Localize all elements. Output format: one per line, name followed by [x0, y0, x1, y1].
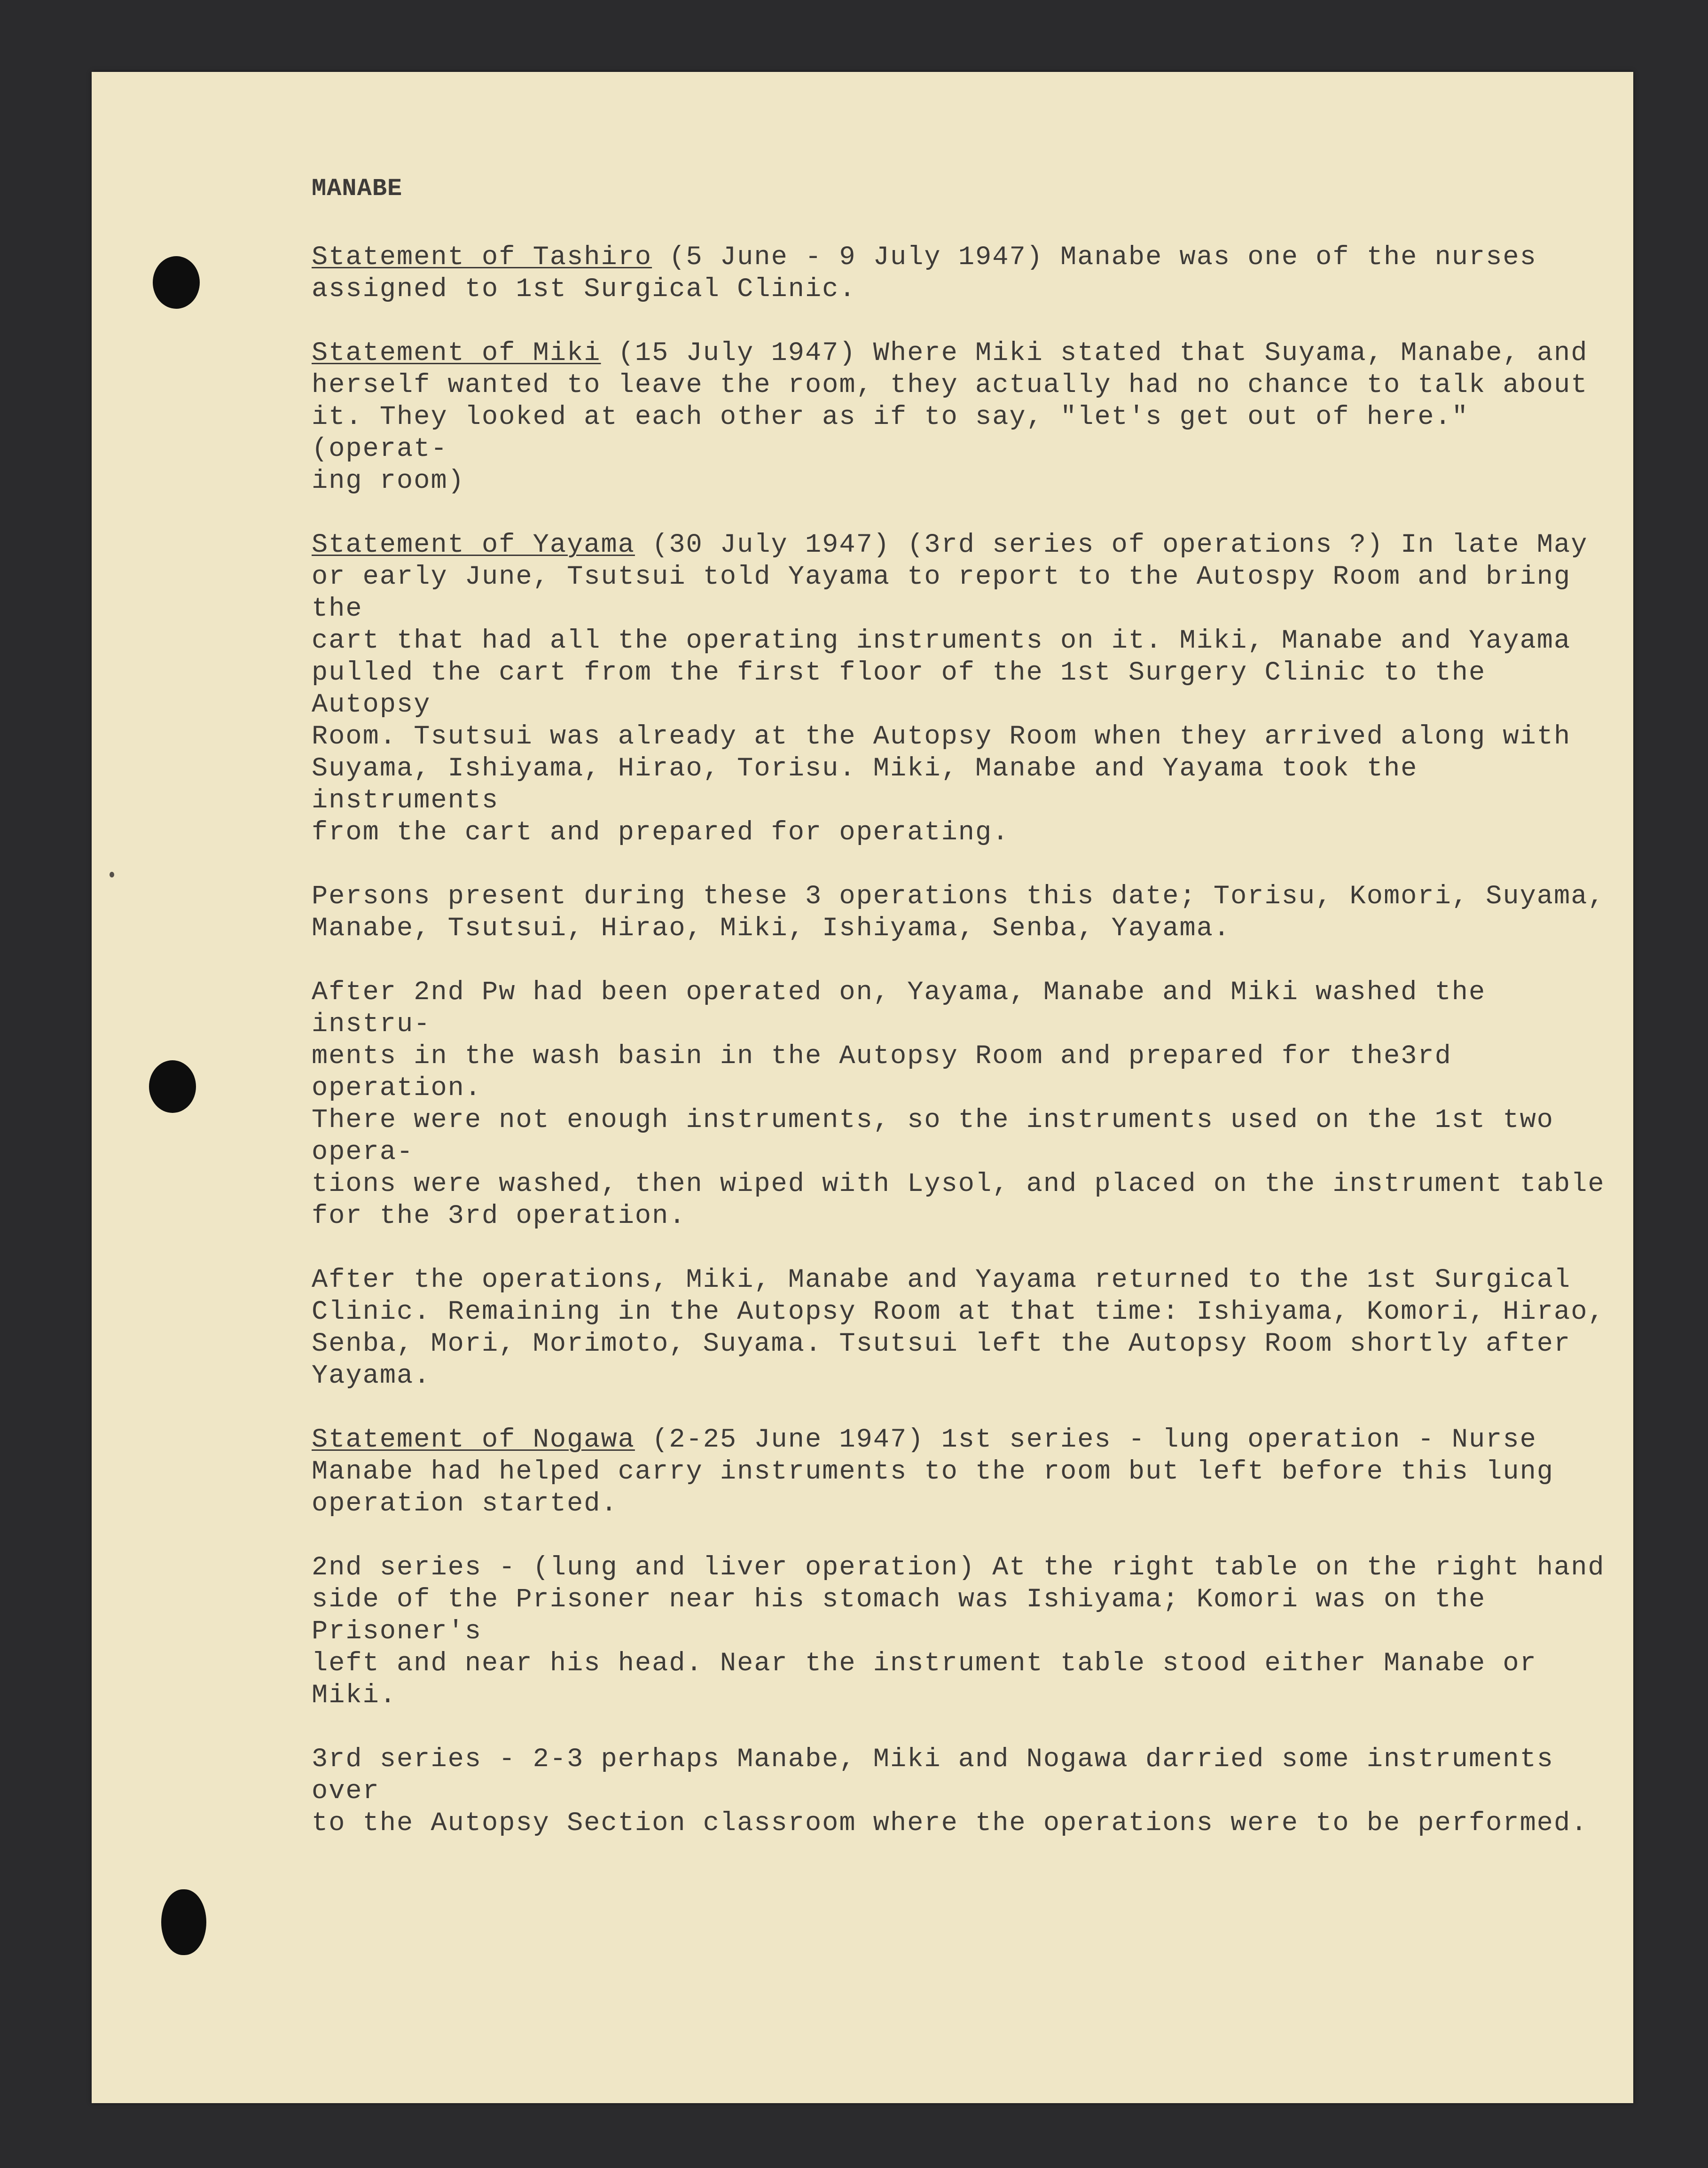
paragraph-yayama	[312, 529, 1609, 849]
paragraph-after-2nd-pw	[312, 977, 1609, 1232]
statement-label-tashiro: Statement of Tashiro	[312, 243, 652, 273]
paragraph-text: (2-25 June 1947) 1st series - lung operation - Nurse Manabe had helped carry instruments to the room but left before this lung operation started.	[312, 1425, 1554, 1519]
paragraph-text: After 2nd Pw had been operated on, Yayama, Manabe and Miki washed the instru- ments in the wash basin in the Autopsy Room and prepared for the3rd operation. There were not enough instruments, so the instruments used on the 1st two opera- tions were washed, then wiped with Lysol, and placed on the instrument table for the 3rd operation.	[312, 978, 1605, 1231]
paragraph-after-operations	[312, 1264, 1609, 1392]
document-page	[92, 72, 1633, 2103]
paragraph-text: (5 June - 9 July 1947) Manabe was one of the nurses assigned to 1st Surgical Clinic.	[312, 243, 1537, 305]
paragraph-text: (15 July 1947) Where Miki stated that Suyama, Manabe, and herself wanted to leave the room, they actually had no chance to talk about it. They looked at each other as if to say, "let's get out of here." (operat- ing room)	[312, 338, 1588, 496]
paragraph-nogawa	[312, 1424, 1609, 1520]
paragraph-text: 2nd series - (lung and liver operation) At the right table on the right hand side of the Prisoner near his stomach was Ishiyama; Komori was on the Prisoner's left and near his head. Near the instrument table stood either Manabe or Miki.	[312, 1553, 1605, 1711]
paragraph-3rd-series	[312, 1744, 1609, 1839]
punch-hole-bottom	[161, 1889, 206, 1955]
statement-label-yayama: Statement of Yayama	[312, 530, 635, 560]
statement-label-nogawa: Statement of Nogawa	[312, 1425, 635, 1455]
typed-text-body	[312, 173, 1609, 1871]
punch-hole-middle	[149, 1060, 196, 1113]
paper-speck	[110, 872, 114, 877]
paragraph-miki	[312, 337, 1609, 497]
paragraph-persons-present	[312, 881, 1609, 945]
punch-hole-top	[153, 256, 200, 309]
statement-label-miki: Statement of Miki	[312, 338, 601, 368]
paragraph-text: Persons present during these 3 operations this date; Torisu, Komori, Suyama, Manabe, Tsutsui, Hirao, Miki, Ishiyama, Senba, Yayama.	[312, 882, 1605, 944]
document-heading: MANABE	[312, 175, 403, 203]
paragraph-tashiro	[312, 242, 1609, 305]
paragraph-2nd-series	[312, 1552, 1609, 1712]
paragraph-text: (30 July 1947) (3rd series of operations ?) In late May or early June, Tsutsui told Yayama to report to the Autospy Room and bring the cart that had all the operating instruments on it. Miki, Manabe and Yayama pulled the cart from the first floor of the 1st Surgery Clinic to the Autopsy Room. Tsutsui was already at the Autopsy Room when they arrived along with Suyama, Ishiyama, Hirao, Torisu. Miki, Manabe and Yayama took the instruments from the cart and prepared for operating.	[312, 530, 1588, 848]
paragraph-text: 3rd series - 2-3 perhaps Manabe, Miki and Nogawa darried some instruments over to the Autopsy Section classroom where the operations were to be performed.	[312, 1745, 1588, 1839]
paragraph-text: After the operations, Miki, Manabe and Yayama returned to the 1st Surgical Clinic. Remaining in the Autopsy Room at that time: Ishiyama, Komori, Hirao, Senba, Mori, Morimoto, Suyama. Tsutsui left the Autopsy Room shortly after Yayama.	[312, 1265, 1605, 1391]
